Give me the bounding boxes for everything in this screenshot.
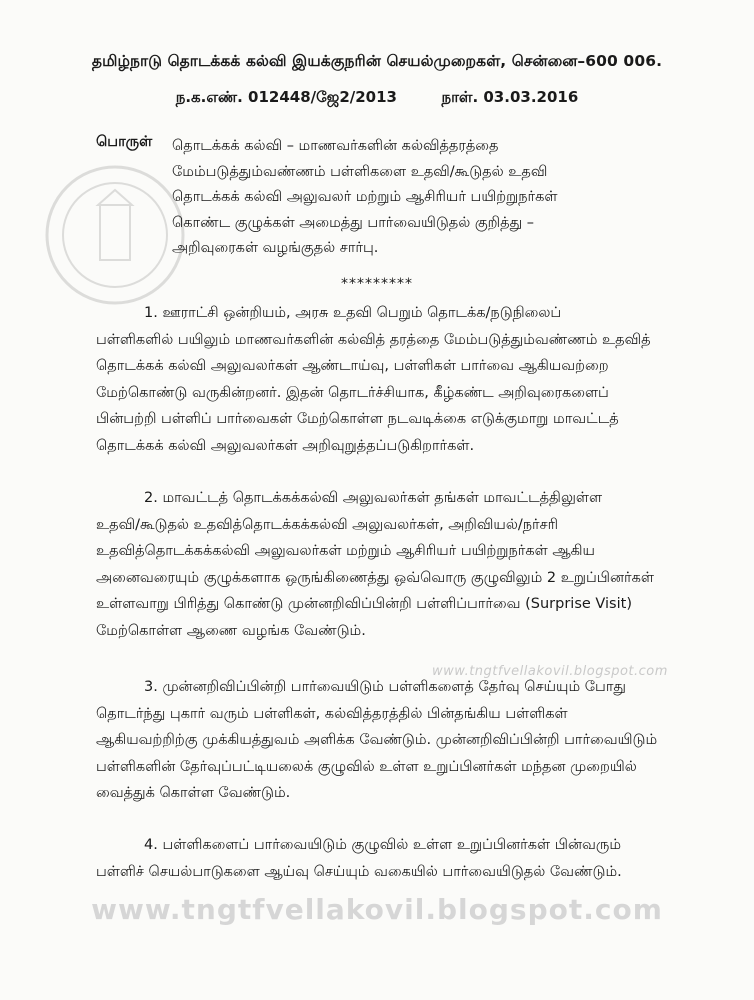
subject-line: தொடக்கக் கல்வி அலுவலர் மற்றும் ஆசிரியர் பயிற்றுநர்கள்: [172, 189, 558, 205]
paragraph-line: ஆகியவற்றிற்கு முக்கியத்துவம் அளிக்க வேண்டும். முன்னறிவிப்பின்றி பார்வையிடும்: [96, 732, 658, 749]
paragraph-line: பள்ளிகளின் தேர்வுப்பட்டியலைக் குழுவில் உள்ள உறுப்பினர்கள் மந்தன முறையில்: [96, 758, 637, 775]
paragraph-line: பின்பற்றி பள்ளிப் பார்வைகள் மேற்கொள்ள நடவடிக்கை எடுக்குமாறு மாவட்டத்: [96, 411, 619, 428]
paragraph-line: 3. முன்னறிவிப்பின்றி பார்வையிடும் பள்ளிகளைத் தேர்வு செய்யும் போது: [144, 679, 626, 695]
reference-number: ந.க.எண். 012448/ஜே2/2013: [175, 88, 397, 106]
paragraph-line: 2. மாவட்டத் தொடக்கக்கல்வி அலுவலர்கள் தங்கள் மாவட்டத்திலுள்ள: [144, 490, 603, 506]
subject-line: மேம்படுத்தும்வண்ணம் பள்ளிகளை உதவி/கூடுதல் உதவி: [172, 163, 548, 180]
paragraph-line: உதவி/கூடுதல் உதவித்தொடக்கக்கல்வி அலுவலர்கள், அறிவியல்/நர்சரி: [96, 516, 559, 533]
office-heading: தமிழ்நாடு தொடக்கக் கல்வி இயக்குநரின் செயல்முறைகள், சென்னை–600 006.: [91, 52, 663, 70]
paragraph-line: உதவித்தொடக்கக்கல்வி அலுவலர்கள் மற்றும் ஆசிரியர் பயிற்றுநர்கள் ஆகிய: [96, 543, 595, 560]
subject-line: அறிவுரைகள் வழங்குதல் சார்பு.: [172, 240, 379, 256]
watermark-url-top: www.tngtfvellakovil.blogspot.com: [432, 664, 668, 679]
paragraph-line: வைத்துக் கொள்ள வேண்டும்.: [96, 785, 291, 802]
paragraph-2: [96, 485, 708, 645]
paragraph-1: [96, 300, 708, 460]
paragraph-3: [96, 674, 708, 807]
paragraph-4: [96, 832, 708, 885]
watermark-url-bottom: www.tngtfvellakovil.blogspot.com: [91, 893, 663, 926]
paragraph-line: உள்ளவாறு பிரித்து கொண்டு முன்னறிவிப்பின்றி பள்ளிப்பார்வை (Surprise Visit): [96, 596, 632, 613]
reference-line: [0, 88, 754, 108]
paragraph-line: தொடர்ந்து புகார் வரும் பள்ளிகள், கல்வித்தரத்தில் பின்தங்கிய பள்ளிகள்: [96, 705, 568, 722]
section-separator: *********: [341, 276, 413, 292]
subject-label: பொருள்: [96, 134, 153, 150]
paragraph-line: அனைவரையும் குழுக்களாக ஒருங்கிணைத்து ஒவ்வொரு குழுவிலும் 2 உறுப்பினர்கள்: [96, 569, 654, 586]
paragraph-line: தொடக்கக் கல்வி அலுவலர்கள் ஆண்டாய்வு, பள்ளிகள் பார்வை ஆகியவற்றை: [96, 358, 609, 375]
subject-line: தொடக்கக் கல்வி – மாணவர்களின் கல்வித்தரத்தை: [172, 138, 499, 154]
paragraph-line: மேற்கொண்டு வருகின்றனர். இதன் தொடர்ச்சியாக, கீழ்கண்ட அறிவுரைகளைப்: [96, 384, 609, 401]
subject-text: [172, 134, 692, 262]
paragraph-line: 1. ஊராட்சி ஒன்றியம், அரசு உதவி பெறும் தொடக்க/நடுநிலைப்: [144, 305, 562, 321]
paragraph-line: பள்ளிச் செயல்பாடுகளை ஆய்வு செய்யும் வகையில் பார்வையிடுதல் வேண்டும்.: [96, 863, 622, 880]
paragraph-line: 4. பள்ளிகளைப் பார்வையிடும் குழுவில் உள்ள உறுப்பினர்கள் பின்வரும்: [144, 837, 621, 853]
paragraph-line: பள்ளிகளில் பயிலும் மாணவர்களின் கல்வித் தரத்தை மேம்படுத்தும்வண்ணம் உதவித்: [96, 331, 651, 348]
subject-line: கொண்ட குழுக்கள் அமைத்து பார்வையிடுதல் குறித்து –: [172, 214, 535, 231]
paragraph-line: தொடக்கக் கல்வி அலுவலர்கள் அறிவுறுத்தப்படுகிறார்கள்.: [96, 437, 475, 454]
reference-date: நாள். 03.03.2016: [441, 88, 579, 106]
paragraph-line: மேற்கொள்ள ஆணை வழங்க வேண்டும்.: [96, 622, 366, 639]
